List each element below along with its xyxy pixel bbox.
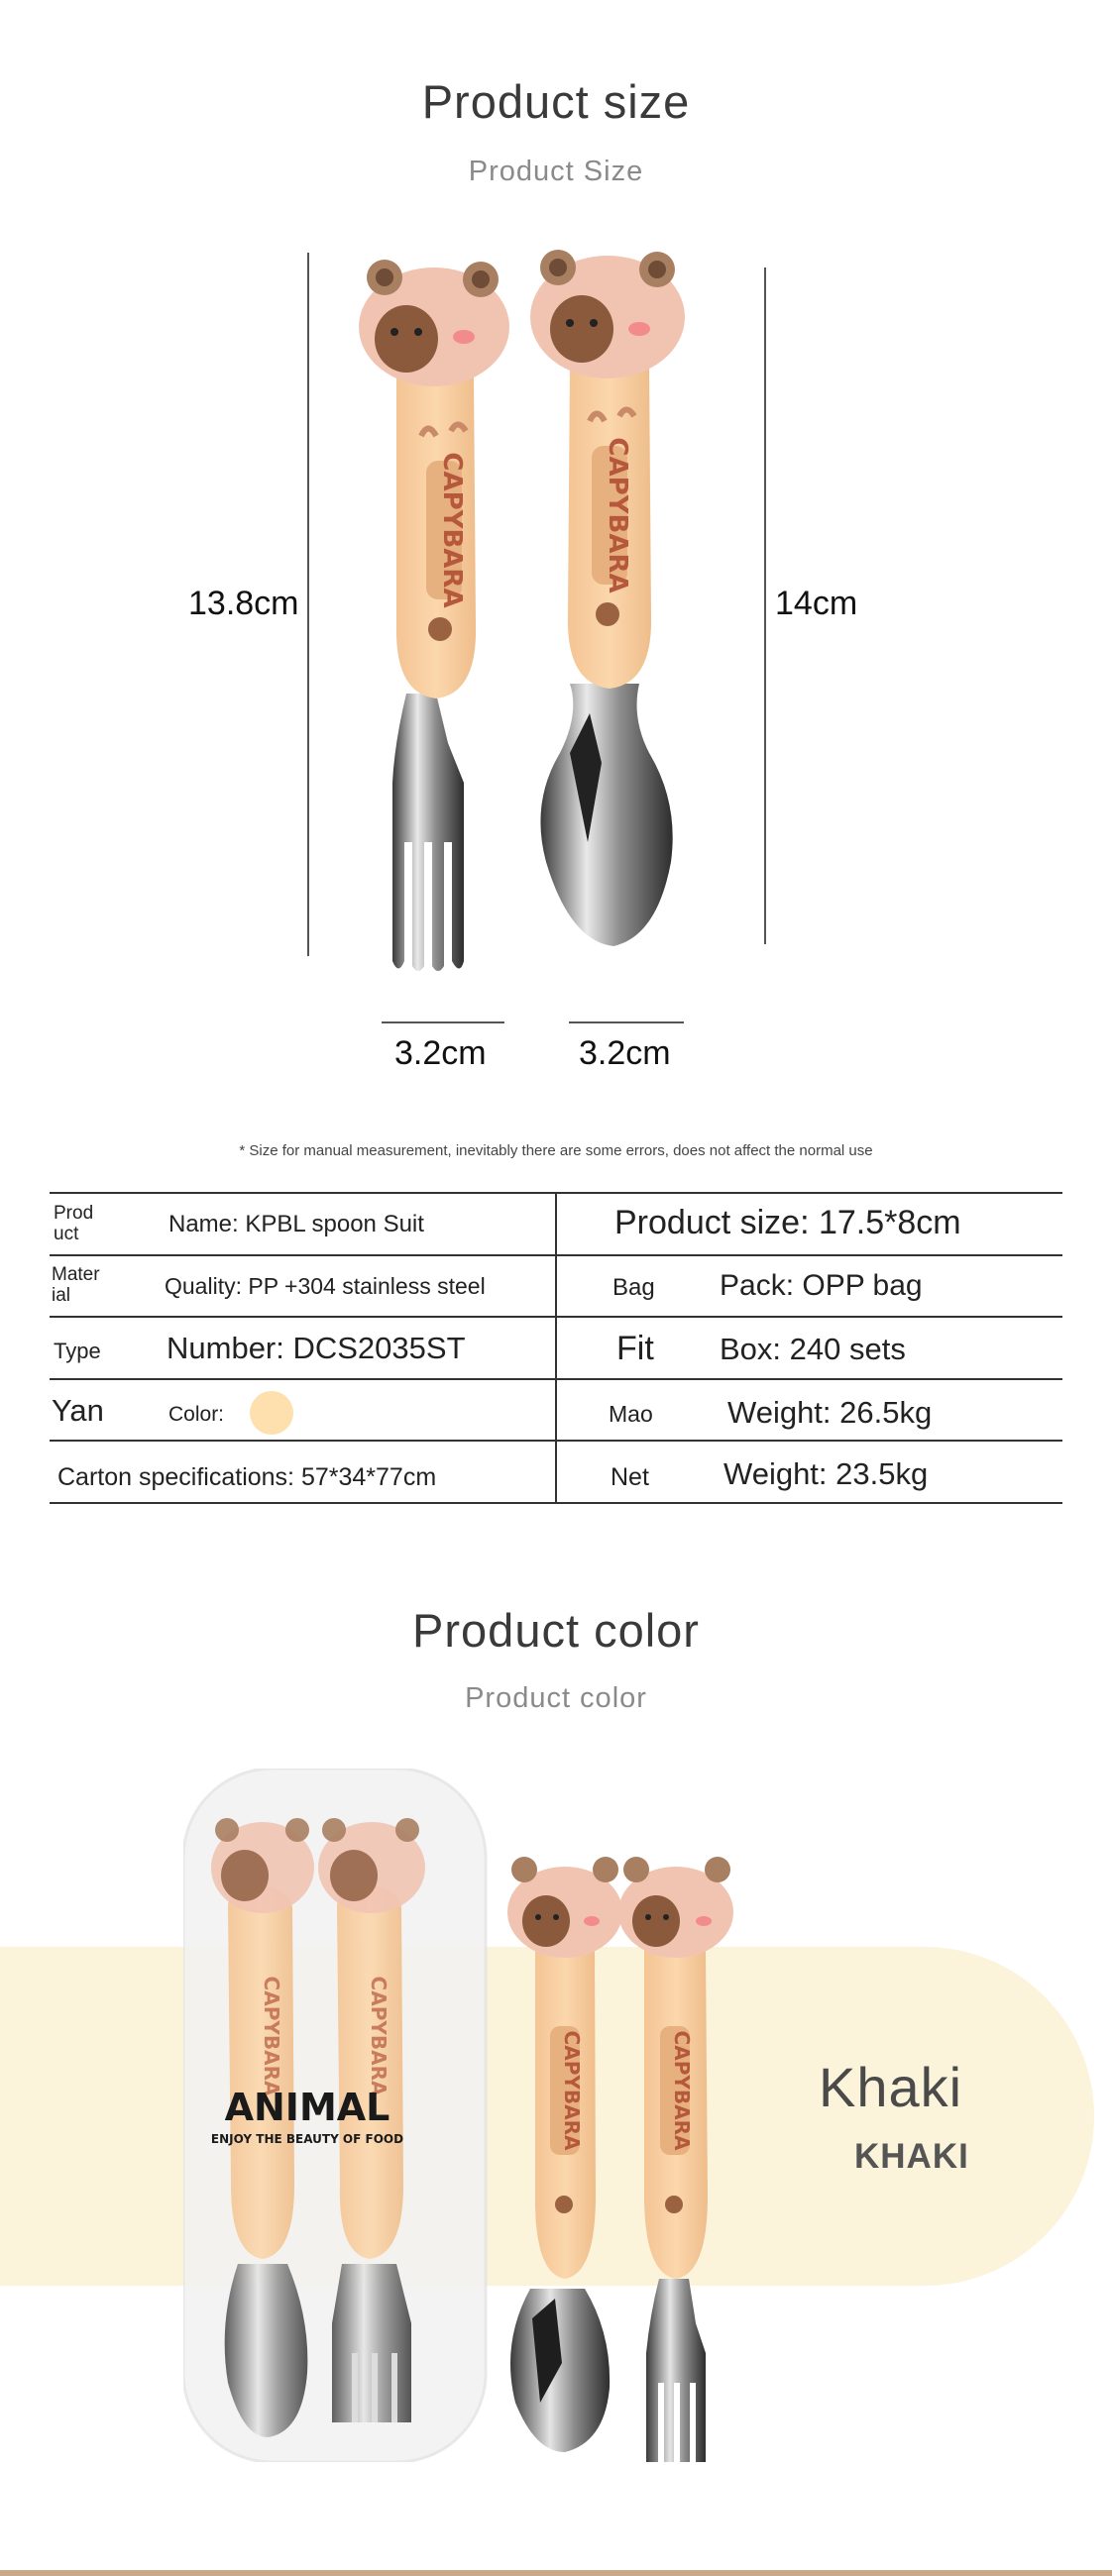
- fork-height-line: [307, 253, 309, 956]
- product-set-illustration: [183, 1769, 768, 2462]
- color-name: Khaki: [819, 2056, 963, 2118]
- table-center-divider: [555, 1192, 557, 1504]
- gross-weight-value: Weight: 26.5kg: [727, 1395, 933, 1430]
- net-weight-value: Weight: 23.5kg: [723, 1456, 929, 1491]
- color-section-subtitle: Product color: [465, 1682, 647, 1714]
- spoon-handle-text: CAPYBARA: [603, 437, 632, 593]
- underline: [159, 1440, 238, 1442]
- box-value: Box: 240 sets: [720, 1332, 906, 1366]
- underline: [471, 1378, 550, 1380]
- spoon-width-line: [569, 1021, 684, 1023]
- fork-spoon-illustration: [357, 248, 733, 991]
- spoon-height-label: 14cm: [775, 585, 858, 622]
- spoon-width-label: 3.2cm: [579, 1034, 671, 1072]
- fork-image: [359, 260, 509, 971]
- fork-width-label: 3.2cm: [394, 1034, 487, 1072]
- size-section-title: Product size: [421, 75, 691, 128]
- loose-spoon: [507, 1857, 622, 2452]
- spoon-height-line: [764, 268, 766, 944]
- boxed-spoon-handle-text: CAPYBARA: [260, 1976, 283, 2096]
- loose-fork: [618, 1857, 733, 2462]
- spoon-image: [530, 250, 685, 946]
- product-size-value: Product size: 17.5*8cm: [614, 1204, 961, 1241]
- bag-value: Pack: OPP bag: [720, 1269, 923, 1302]
- color-swatch: [250, 1391, 293, 1435]
- fit-label: Fit: [616, 1330, 654, 1367]
- bottom-bar: [0, 2570, 1112, 2576]
- measurement-note: * Size for manual measurement, inevitably there are some errors, does not affect the normal use: [239, 1142, 873, 1159]
- material-value: Quality: PP +304 stainless steel: [165, 1273, 486, 1299]
- loose-spoon-handle-text: CAPYBARA: [560, 2030, 584, 2151]
- fork-width-line: [382, 1021, 504, 1023]
- row2-label: Mater ial: [52, 1264, 100, 1306]
- row1-label: Prod uct: [54, 1203, 94, 1244]
- color-code: KHAKI: [854, 2137, 969, 2176]
- underline: [669, 1440, 723, 1442]
- carton-spec-value: Carton specifications: 57*34*77cm: [57, 1463, 437, 1491]
- row3-label: Type: [54, 1339, 101, 1363]
- bag-label: Bag: [612, 1274, 655, 1301]
- fork-height-label: 13.8cm: [188, 585, 299, 622]
- fork-handle-text: CAPYBARA: [437, 452, 467, 608]
- boxed-fork-handle-text: CAPYBARA: [367, 1976, 390, 2096]
- mao-label: Mao: [609, 1401, 653, 1427]
- box-brand-text: ANIMAL: [224, 2086, 390, 2129]
- size-section-subtitle: Product Size: [468, 156, 644, 187]
- color-label: Color:: [168, 1403, 225, 1426]
- storage-case: [183, 1769, 486, 2462]
- loose-fork-handle-text: CAPYBARA: [670, 2030, 694, 2151]
- product-name-value: Name: KPBL spoon Suit: [168, 1211, 424, 1237]
- color-section-title: Product color: [412, 1604, 700, 1657]
- row4-label: Yan: [52, 1393, 104, 1428]
- type-number-value: Number: DCS2035ST: [167, 1331, 466, 1365]
- net-label: Net: [611, 1463, 649, 1491]
- box-slogan-text: ENJOY THE BEAUTY OF FOOD: [210, 2132, 404, 2146]
